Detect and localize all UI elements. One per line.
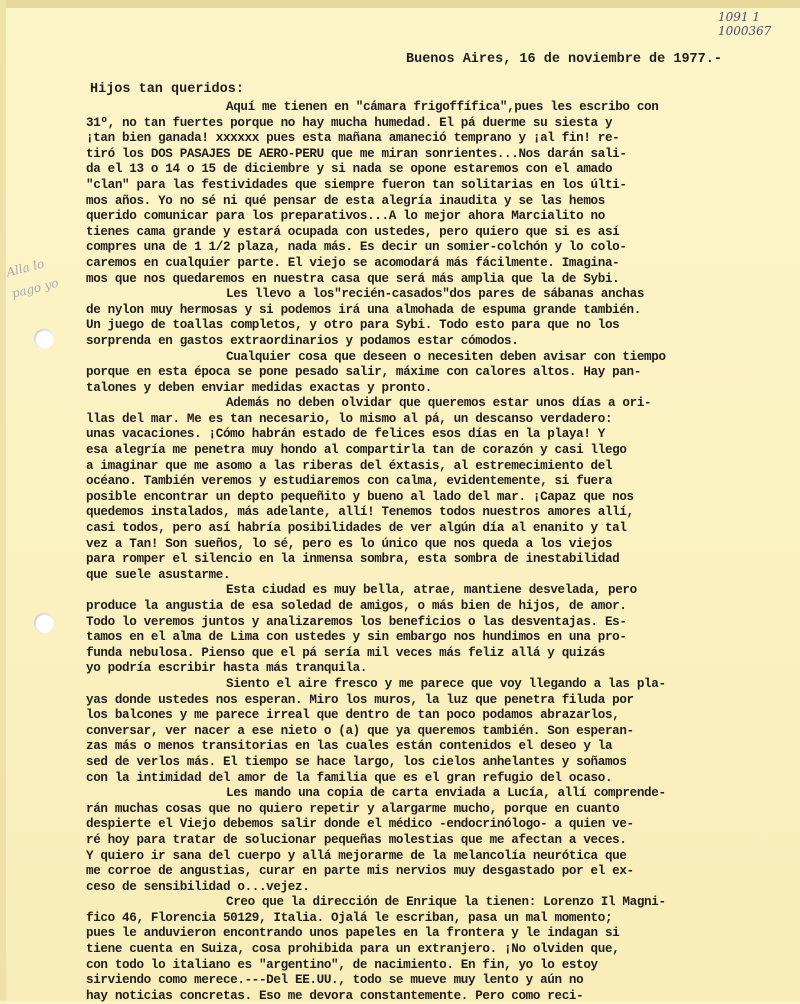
archive-annotation [718,10,780,38]
letter-line: porque en esta época se pone pesado salir, máxime con calores altos. Hay pan- [86,365,641,380]
letter-line: sed de verlos más. El tiempo se hace largo, los cielos anhelantes y soñamos [86,754,627,769]
letter-date: Buenos Aires, 16 de noviembre de 1977.- [406,52,722,67]
letter-line: llas del mar. Me es tan necesario, lo mismo al pá, un descanso verdadero: [86,411,613,426]
letter-line: Aquí me tienen en "cámara frigoffífica",pues les escribo con [226,100,659,114]
letter-line: para romper el silencio en la inmensa sombra, esta sombra de inestabilidad [86,552,620,567]
letter-line: tiró los DOS PASAJES DE AERO-PERU que me miran sonrientes...Nos darán sali- [86,146,627,161]
letter-line: conversar, ver nacer a ese nieto o (a) que ya queremos también. Son esperan- [86,723,634,738]
letter-line: vez a Tan! Son sueños, lo sé, pero es lo único que nos queda a los viejos [86,536,613,551]
letter-line: da el 13 o 14 o 15 de diciembre y si nada se opone estaremos con el amado [86,162,613,177]
letter-line: despierte el Viejo debemos salir donde el médico -endocrinólogo- a quien ve- [86,817,634,832]
margin-handwritten-note [4,248,69,304]
letter-line: mos que nos quedaremos en nuestra casa que será más amplia que la de Sybi. [86,271,620,286]
letter-line: yo podría escribir hasta más tranquila. [86,661,368,676]
letter-line: compres una de 1 1/2 plaza, nada más. Es decir un somier-colchón y lo colo- [86,240,627,255]
letter-line: Siento el aire fresco y me parece que voy llegando a las pla- [226,676,666,691]
letter-line: ¡tan bien ganada! xxxxxx pues esta mañana amaneció temprano y ¡al fin! re- [86,131,620,146]
letter-line: talones y deben enviar medidas exactas y pronto. [86,380,432,395]
paper-top-edge [0,0,800,8]
letter-line: tiene cuenta en Suiza, cosa prohibida para un extranjero. ¡No olviden que, [86,942,620,957]
letter-line: "clan" para las festividades que siempre fueron tan solitarias en los últi- [86,177,627,192]
letter-line: a imaginar que me asomo a las riberas del éxtasis, al estremecimiento del [86,458,613,473]
letter-line: funda nebulosa. Pienso que el pá sería mil veces más feliz allá y quizás [86,645,605,660]
letter-line: Y quiero ir sana del cuerpo y allá mejorarme de la melancolía neurótica que [86,848,627,863]
letter-line: tamos en el alma de Lima con ustedes y sin embargo nos hundimos en una pro- [86,630,627,645]
letter-line: océano. También veremos y estudiaremos con calma, evidentemente, si fuera [86,474,613,489]
letter-line: Además no deben olvidar que queremos estar unos días a ori- [226,396,652,411]
letter-body [86,100,780,1004]
letter-line: pues le anduvieron encontrando unos papeles en la frontera y le indagan si [86,926,620,941]
letter-line: caremos en cualquier parte. El viejo se acomodará más fácilmente. Imagina- [86,255,620,270]
letter-line: que suele asustarme. [86,567,231,582]
letter-line: me corroe de angustias, curar en parte mis nervios muy desgastado por el ex- [86,864,634,879]
letter-line: mos años. Yo no sé ni qué pensar de esta alegría inaudita y se las hemos [86,193,605,208]
letter-line: con todo lo italiano es "argentino", de nacimiento. En fin, yo lo estoy [86,957,598,972]
letter-line: ré hoy para tratar de solucionar pequeñas molestias que me afectan a veces. [86,832,627,847]
archive-annotation-text: 1091 1 1000367 [718,10,772,38]
letter-line: Creo que la dirección de Enrique la tienen: Lorenzo Il Magni- [226,895,666,910]
letter-line: ceso de sensibilidad o...vejez. [86,879,310,894]
letter-line: fico 46, Florencia 50129, Italia. Ojalá le escriban, pasa un mal momento; [86,910,613,925]
letter-line: Esta ciudad es muy bella, atrae, mantiene desvelada, pero [226,583,637,598]
letter-line: sirviendo como merece.---Del EE.UU., todo se mueve muy lento y aún no [86,973,584,988]
letter-line: los balcones y me parece irreal que dentro de tan poco podamos abrazarlos, [86,708,620,723]
punch-hole-upper [34,329,54,349]
letter-line: Todo lo veremos juntos y analizaremos los beneficios o las desventajas. Es- [86,614,627,629]
letter-line: Les mando una copia de carta enviada a Lucía, allí comprende- [226,786,666,801]
letter-line: tienes cama grande y estará ocupada con ustedes, pero quiero que si es así [86,224,620,239]
letter-line: esa alegría me penetra muy hondo al compartirla tan de corazón y casi llego [86,443,627,458]
letter-line: yas donde ustedes nos esperan. Miro los muros, la luz que penetra filuda por [86,692,634,707]
letter-line: sorprenda en gastos extraordinarios y podamos estar cómodos. [86,333,519,348]
letter-line: 31º, no tan fuertes porque no hay mucha humedad. El pá duerme su siesta y [86,115,613,130]
letter-line: Un juego de toallas completos, y otro para Sybi. Todo esto para que no los [86,318,620,333]
letter-line: rán muchas cosas que no quiero repetir y alargarme mucho, porque en cuanto [86,801,620,816]
letter-line: hay noticias concretas. Eso me devora constantemente. Pero como reci- [86,988,584,1003]
paper-left-edge [0,0,6,1001]
letter-line: casi todos, pero así habría posibilidades de ver algún día al enanito y tal [86,521,627,536]
margin-note-text: Alla lo pago yo [4,256,60,301]
letter-line: con la intimidad del amor de la familia que es el gran refugio del ocaso. [86,770,613,785]
letter-salutation: Hijos tan queridos: [90,82,244,97]
letter-line: querido comunicar para los preparativos...A lo mejor ahora Marcialito no [86,209,605,224]
letter-line: produce la angustia de esa soledad de amigos, o más bien de hijos, de amor. [86,599,627,613]
letter-line: unas vacaciones. ¡Cómo habrán estado de felices esos días en la playa! Y [86,427,605,442]
letter-line: quedemos instalados, más adelante, allí! Tenemos todos nuestros amores allí, [86,505,634,520]
letter-line: Les llevo a los"recién-casados"dos pares de sábanas anchas [226,287,645,302]
letter-line: de nylon muy hermosas y si podemos irá una almohada de espuma grande también. [86,302,641,317]
letter-line: Cualquier cosa que deseen o necesiten deben avisar con tiempo [226,349,666,364]
letter-line: posible encontrar un depto pequeñito y bueno al lado del mar. ¡Capaz que nos [86,489,634,504]
punch-hole-lower [34,613,54,633]
letter-line: zas más o menos transitorias en las cuales están contenidos el deseo y la [86,739,613,754]
